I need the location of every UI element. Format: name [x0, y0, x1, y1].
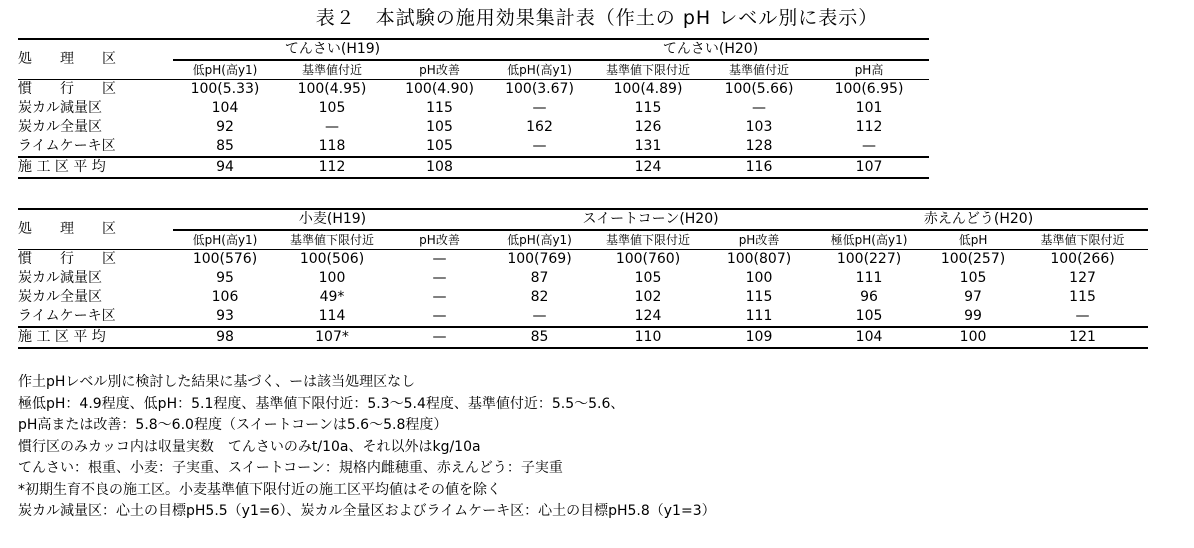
table-cell: 116 [709, 157, 809, 178]
subheader: pH改善 [709, 230, 809, 250]
table-cell: 85 [173, 137, 277, 157]
table-cell: 100(3.67) [505, 81, 574, 97]
table-cell: 126 [634, 119, 662, 135]
table-row [18, 80, 1148, 100]
table-cell: 85 [492, 327, 587, 348]
row-label: 炭カル減量区 [18, 270, 102, 286]
table-cell: 100(769) [507, 251, 572, 267]
table-cell: 107 [809, 157, 929, 178]
subheader: pH改善 [387, 230, 492, 250]
table-cell: 96 [860, 289, 878, 305]
table-cell: 128 [709, 137, 809, 157]
row-label: 慣 行 区 [18, 251, 116, 267]
table-cell: 104 [809, 327, 929, 348]
footnote: pH高または改善：5.8〜6.0程度（スイートコーンは5.6〜5.8程度） [18, 417, 448, 433]
row-label: 施 工 区 平 均 [18, 157, 173, 178]
table-cell: 87 [530, 270, 549, 286]
table-cell: 100(807) [726, 251, 792, 267]
row-label: ライムケーキ区 [18, 307, 173, 327]
table-cell: 131 [587, 137, 709, 157]
table-cell: 115 [634, 100, 662, 116]
table-cell: 92 [216, 119, 234, 135]
table-cell: 99 [929, 307, 1017, 327]
footnotes [18, 372, 716, 523]
subheader: 基準値付近 [277, 60, 387, 80]
subheader: 極低pH(高y1) [809, 230, 929, 250]
table-cell: 105 [959, 270, 987, 286]
table-cell: — [752, 100, 767, 116]
table-cell: — [432, 270, 447, 286]
table-cell: 95 [216, 270, 234, 286]
subheader: 低pH(高y1) [173, 230, 277, 250]
table-sugarbeet [18, 38, 1148, 179]
table-cell: 162 [526, 119, 553, 135]
table-cell: 110 [587, 327, 709, 348]
group-header: スイートコーン(H20) [492, 209, 809, 230]
table-row [18, 118, 1148, 137]
table-cell: 100(506) [299, 251, 365, 267]
table-cell: — [387, 327, 492, 348]
table-cell: 100(266) [1050, 251, 1115, 267]
table-cell: 82 [530, 289, 549, 305]
table-cell: 100 [745, 270, 773, 286]
table-cell: 111 [855, 270, 883, 286]
table-cell: 100(5.33) [190, 81, 260, 97]
footnote: 炭カル減量区：心土の目標pH5.5（y1=6）、炭カル全量区およびライムケーキ区：心土の目標pH5.8（y1=3） [18, 503, 716, 519]
group-header: てんさい(H19) [173, 39, 492, 60]
table-cell: 100(4.90) [405, 81, 474, 97]
row-label: 炭カル全量区 [18, 289, 102, 305]
row-label: 炭カル全量区 [18, 119, 102, 135]
table-cell: 127 [1069, 270, 1096, 286]
table-cell: 49* [319, 289, 345, 305]
table-cell: 100 [318, 270, 346, 286]
table-cell: 100(6.95) [834, 81, 904, 97]
table-cell: — [532, 100, 547, 116]
table-cell: — [432, 251, 447, 267]
table-cell: 114 [277, 307, 387, 327]
footnote: てんさい：根重、小麦：子実重、スイートコーン：規格内雌穂重、赤えんどう：子実重 [18, 460, 563, 476]
table-other-crops [18, 208, 1148, 349]
table-row-average [18, 327, 1148, 348]
table-cell: 100(5.66) [724, 81, 794, 97]
table-cell: 104 [211, 100, 239, 116]
footnote: 極低pH：4.9程度、低pH：5.1程度、基準値下限付近：5.3〜5.4程度、基準値付近：5.5〜5.6、 [18, 395, 625, 412]
footnote: *初期生育不良の施工区。小麦基準値下限付近の施工区平均値はその値を除く [18, 481, 501, 498]
table-cell: 100(227) [836, 251, 902, 267]
table-cell: 105 [387, 137, 492, 157]
subheader: 低pH(高y1) [492, 60, 587, 80]
header-label: 処 理 区 [18, 209, 173, 250]
table-cell: 115 [426, 100, 453, 116]
table-cell: — [492, 307, 587, 327]
row-label: 施 工 区 平 均 [18, 327, 173, 348]
table-cell: 105 [318, 100, 346, 116]
subheader: 基準値下限付近 [1017, 230, 1148, 250]
table-row [18, 250, 1148, 270]
row-label: 炭カル減量区 [18, 100, 102, 116]
row-label: 慣 行 区 [18, 81, 116, 97]
table-cell: 105 [809, 307, 929, 327]
table-row [18, 307, 1148, 327]
table-cell: — [325, 119, 339, 135]
table-cell: 105 [426, 119, 453, 135]
subheader: 基準値下限付近 [277, 230, 387, 250]
page-title: 表２ 本試験の施用効果集計表（作土の pH レベル別に表示） [315, 7, 879, 29]
group-header: 小麦(H19) [173, 209, 492, 230]
table-cell: 109 [709, 327, 809, 348]
subheader: 基準値下限付近 [587, 60, 709, 80]
table-cell: — [387, 307, 492, 327]
table-cell: 100(4.89) [613, 81, 683, 97]
table-cell: 115 [745, 289, 773, 305]
table-row [18, 137, 1148, 157]
table-cell: 100(257) [940, 251, 1006, 267]
table-row [18, 288, 1148, 307]
table-cell: — [432, 289, 447, 305]
table-cell: 108 [387, 157, 492, 178]
table-cell: 103 [745, 119, 773, 135]
table-cell: 107* [277, 327, 387, 348]
subheader: pH高 [809, 60, 929, 80]
subheader: 基準値付近 [709, 60, 809, 80]
table-cell: 124 [587, 157, 709, 178]
subheader: 低pH [929, 230, 1017, 250]
table-cell: 98 [173, 327, 277, 348]
table-cell: 100(4.95) [297, 81, 367, 97]
subheader: 基準値下限付近 [587, 230, 709, 250]
row-label: ライムケーキ区 [18, 137, 173, 157]
table-row-average [18, 157, 1148, 178]
subheader: pH改善 [387, 60, 492, 80]
table-cell: 100 [929, 327, 1017, 348]
table-row [18, 269, 1148, 288]
table-cell: 100(760) [615, 251, 681, 267]
table-cell: 115 [1069, 289, 1096, 305]
group-header: てんさい(H20) [492, 39, 929, 60]
subheader: 低pH(高y1) [173, 60, 277, 80]
table-cell: 112 [277, 157, 387, 178]
table-cell: — [492, 137, 587, 157]
table-cell: 118 [277, 137, 387, 157]
table-row [18, 99, 1148, 118]
group-header: 赤えんどう(H20) [809, 209, 1148, 230]
table-cell: 94 [173, 157, 277, 178]
table-cell: 111 [709, 307, 809, 327]
table-cell: 97 [964, 289, 982, 305]
table-cell: — [809, 137, 929, 157]
table-cell: — [1017, 307, 1148, 327]
table-cell: 93 [173, 307, 277, 327]
subheader: 低pH(高y1) [492, 230, 587, 250]
table-cell: 106 [211, 289, 239, 305]
table-cell: 112 [855, 119, 883, 135]
table-cell: 102 [634, 289, 662, 305]
table-cell: 101 [855, 100, 883, 116]
table-cell: 121 [1017, 327, 1148, 348]
footnote: 慣行区のみカッコ内は収量実数 てんさいのみt/10a、それ以外はkg/10a [18, 438, 481, 455]
header-label: 処 理 区 [18, 39, 173, 80]
table-cell: 124 [587, 307, 709, 327]
table-cell [492, 157, 587, 178]
footnote: 作土pHレベル別に検討した結果に基づく、ーは該当処理区なし [18, 374, 416, 390]
table-cell: 105 [634, 270, 662, 286]
table-cell: 100(576) [192, 251, 258, 267]
